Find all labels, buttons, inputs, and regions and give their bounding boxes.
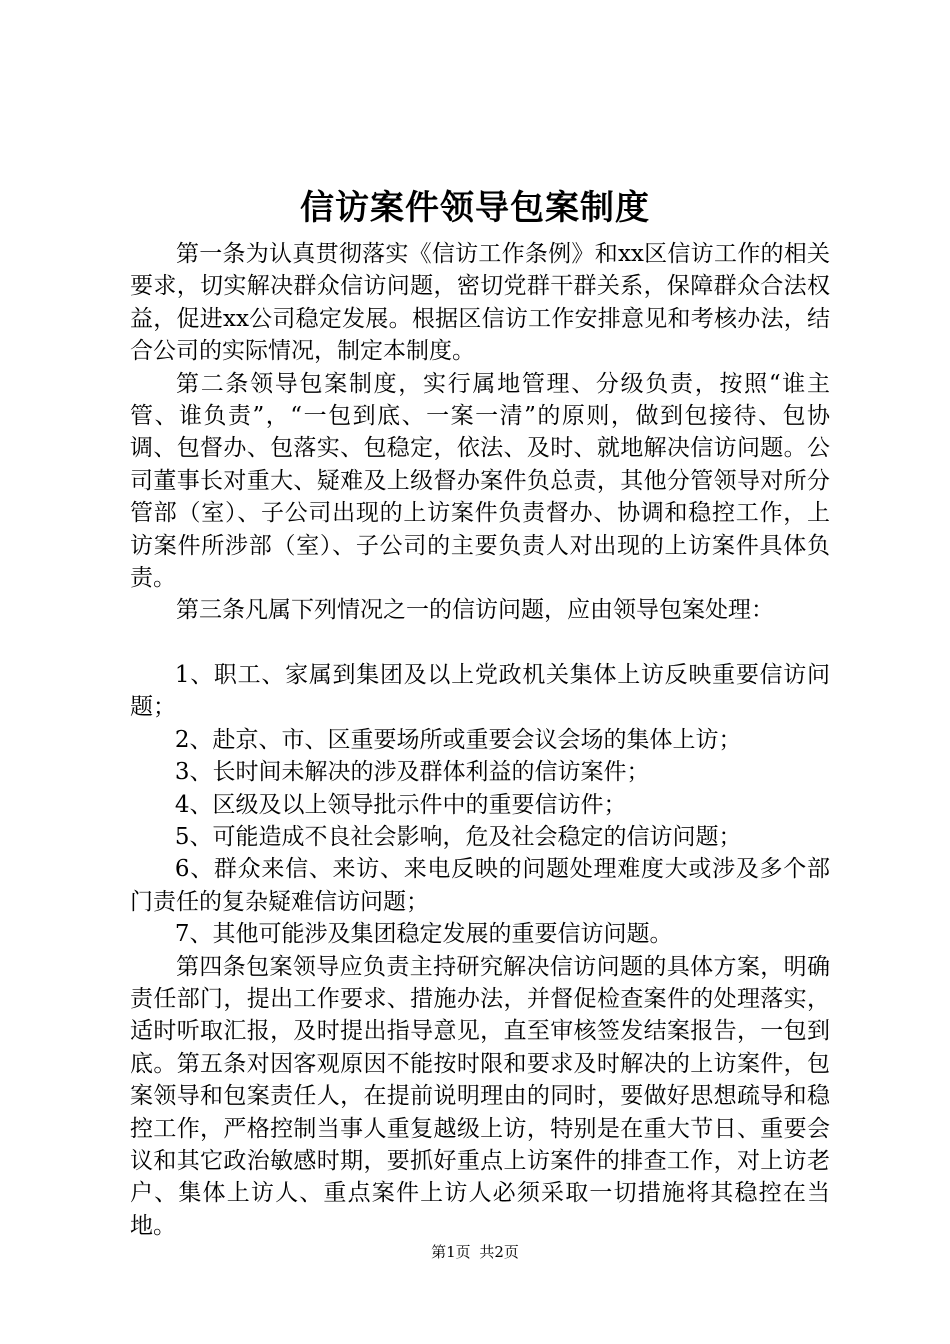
list-item: 6、群众来信、来访、来电反映的问题处理难度大或涉及多个部门责任的复杂疑难信访问题； xyxy=(130,856,830,915)
list-item: 4、区级及以上领导批示件中的重要信访件； xyxy=(174,791,627,818)
list-item: 7、其他可能涉及集团稳定发展的重要信访问题。 xyxy=(174,921,673,948)
page-footer xyxy=(0,1240,950,1264)
page-total: 共2页 xyxy=(479,1243,519,1261)
list-item: 3、长时间未解决的涉及群体利益的信访案件； xyxy=(174,759,650,786)
document-title: 信访案件领导包案制度 xyxy=(300,188,650,228)
list-item: 2、赴京、市、区重要场所或重要会议会场的集体上访； xyxy=(174,726,742,753)
page-number: 第1页 xyxy=(431,1243,471,1261)
article-4-5-paragraph: 第四条包案领导应负责主持研究解决信访问题的具体方案，明确责任部门，提出工作要求、措施办法，并督促检查案件的处理落实，适时听取汇报，及时提出指导意见，直至审核签发结案报告，一包到底。第五条对因客观原因不能按时限和要求及时解决的上访案件，包案领导和包案责任人，在提前说明理由的同时，要做好思想疏导和稳控工作，严格控制当事人重复越级上访，特别是在重大节日、重要会议和其它政治敏感时期，要抓好重点上访案件的排查工作，对上访老户、集体上访人、重点案件上访人必须采取一切措施将其稳控在当地。 xyxy=(130,953,830,1239)
document-body xyxy=(130,238,830,1242)
list-item: 5、可能造成不良社会影响，危及社会稳定的信访问题； xyxy=(174,823,742,850)
article-3-paragraph: 第三条凡属下列情况之一的信访问题，应由领导包案处理： xyxy=(176,597,774,624)
list-item: 1、职工、家属到集团及以上党政机关集体上访反映重要信访问题； xyxy=(130,661,830,721)
article-1-paragraph: 第一条为认真贯彻落实《信访工作条例》和xx区信访工作的相关要求，切实解决群众信访问题，密切党群干群关系，保障群众合法权益，促进xx公司稳定发展。根据区信访工作安排意见和考核办法，结合公司的实际情况，制定本制度。 xyxy=(130,241,830,365)
article-2-paragraph: 第二条领导包案制度，实行属地管理、分级负责，按照“谁主管、谁负责”，“一包到底、一案一清”的原则，做到包接待、包协调、包督办、包落实、包稳定，依法、及时、就地解决信访问题。公司董事长对重大、疑难及上级督办案件负总责，其他分管领导对所分管部（室）、子公司出现的上访案件负责督办、协调和稳控工作，上访案件所涉部（室）、子公司的主要负责人对出现的上访案件具体负责。 xyxy=(130,370,830,592)
